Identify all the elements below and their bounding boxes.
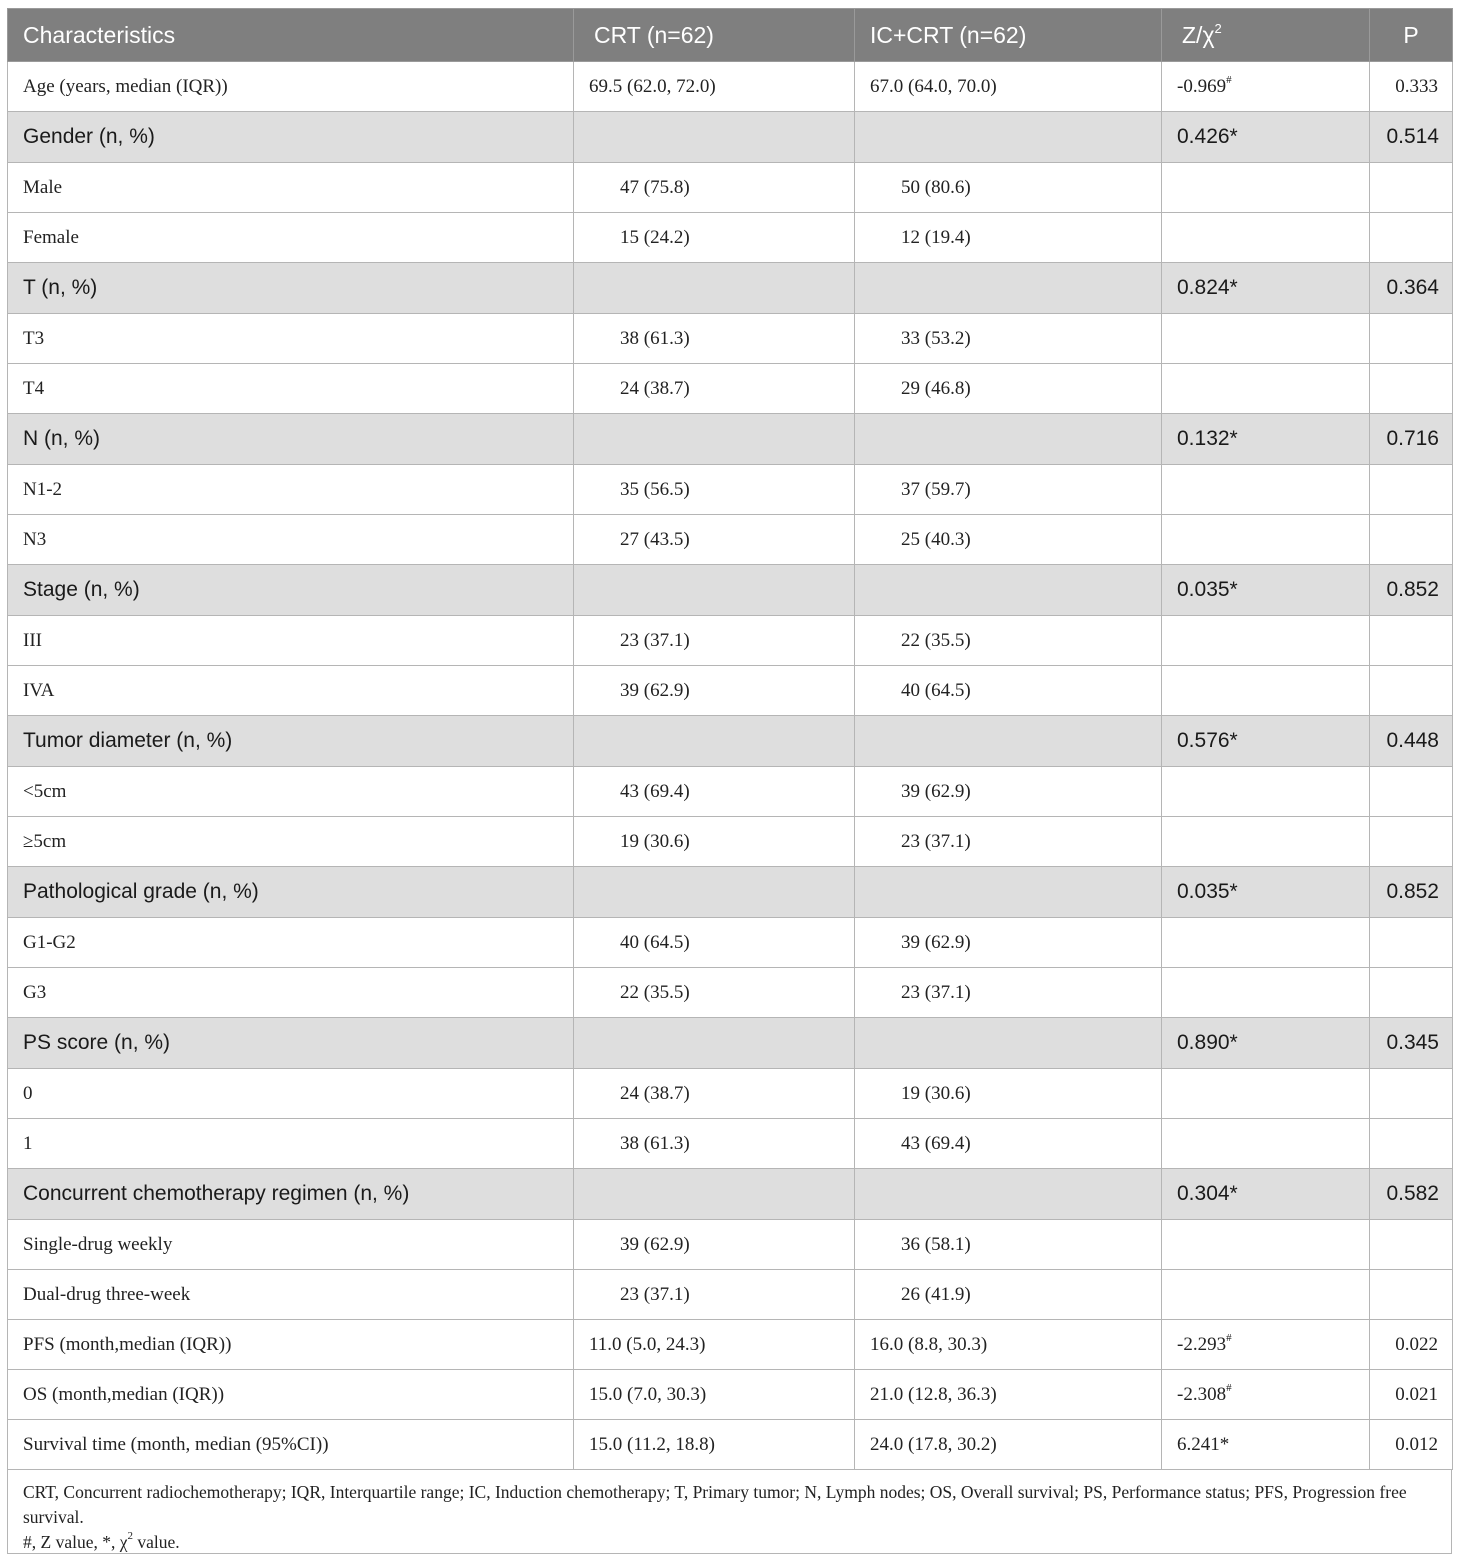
crt-value: 39 (62.9) xyxy=(574,666,855,716)
table-row xyxy=(8,465,1453,515)
group-row xyxy=(8,867,1453,918)
iccrt-value xyxy=(855,414,1162,465)
header-row xyxy=(8,9,1453,62)
table-row xyxy=(8,62,1453,112)
crt-value: 27 (43.5) xyxy=(574,515,855,565)
crt-value xyxy=(574,1018,855,1069)
table-row xyxy=(8,616,1453,666)
row-label: OS (month,median (IQR)) xyxy=(8,1370,574,1420)
table-row xyxy=(8,1069,1453,1119)
iccrt-value: 36 (58.1) xyxy=(855,1220,1162,1270)
crt-value: 11.0 (5.0, 24.3) xyxy=(574,1320,855,1370)
p-value: 0.448 xyxy=(1370,716,1453,767)
row-label: N1-2 xyxy=(8,465,574,515)
statistic-value xyxy=(1162,1119,1370,1169)
iccrt-value: 39 (62.9) xyxy=(855,918,1162,968)
row-label: Survival time (month, median (95%CI)) xyxy=(8,1420,574,1470)
group-row xyxy=(8,112,1453,163)
iccrt-value: 29 (46.8) xyxy=(855,364,1162,414)
iccrt-value xyxy=(855,867,1162,918)
row-label: 0 xyxy=(8,1069,574,1119)
table-row xyxy=(8,1370,1453,1420)
statistic-value xyxy=(1162,1018,1370,1069)
p-value xyxy=(1370,1270,1453,1320)
iccrt-value xyxy=(855,263,1162,314)
statistic-value xyxy=(1162,1270,1370,1320)
table-row xyxy=(8,213,1453,263)
row-label: Age (years, median (IQR)) xyxy=(8,62,574,112)
iccrt-value: 23 (37.1) xyxy=(855,968,1162,1018)
row-label: PS score (n, %) xyxy=(8,1018,574,1069)
p-value: 0.012 xyxy=(1370,1420,1453,1470)
statistic-text: 0.426* xyxy=(1177,125,1238,148)
statistic-sup: # xyxy=(1226,73,1232,86)
p-value xyxy=(1370,968,1453,1018)
statistic-value xyxy=(1162,465,1370,515)
header-statistic-sup: 2 xyxy=(1214,20,1222,36)
row-label: N3 xyxy=(8,515,574,565)
crt-value: 47 (75.8) xyxy=(574,163,855,213)
statistic-value xyxy=(1162,616,1370,666)
p-value xyxy=(1370,817,1453,867)
statistic-value xyxy=(1162,817,1370,867)
crt-value: 40 (64.5) xyxy=(574,918,855,968)
p-value xyxy=(1370,1220,1453,1270)
p-value: 0.582 xyxy=(1370,1169,1453,1220)
statistic-value xyxy=(1162,1370,1370,1420)
statistic-value xyxy=(1162,314,1370,364)
crt-value: 23 (37.1) xyxy=(574,1270,855,1320)
iccrt-value: 22 (35.5) xyxy=(855,616,1162,666)
iccrt-value: 43 (69.4) xyxy=(855,1119,1162,1169)
table-row xyxy=(8,364,1453,414)
statistic-text: 0.035* xyxy=(1177,578,1238,601)
crt-value: 19 (30.6) xyxy=(574,817,855,867)
statistic-text: -2.308 xyxy=(1177,1383,1227,1405)
crt-value: 38 (61.3) xyxy=(574,314,855,364)
row-label: G3 xyxy=(8,968,574,1018)
row-label: T3 xyxy=(8,314,574,364)
statistic-text: 0.824* xyxy=(1177,276,1238,299)
statistic-value xyxy=(1162,918,1370,968)
group-row xyxy=(8,565,1453,616)
statistic-text: -2.293 xyxy=(1177,1333,1227,1355)
crt-value xyxy=(574,414,855,465)
header-p: P xyxy=(1370,9,1453,62)
table-row xyxy=(8,1270,1453,1320)
crt-value: 15.0 (7.0, 30.3) xyxy=(574,1370,855,1420)
statistic-value xyxy=(1162,515,1370,565)
header-crt: CRT (n=62) xyxy=(574,9,855,62)
crt-value xyxy=(574,263,855,314)
statistic-value xyxy=(1162,414,1370,465)
table-row xyxy=(8,918,1453,968)
header-iccrt: IC+CRT (n=62) xyxy=(855,9,1162,62)
table-row xyxy=(8,767,1453,817)
statistic-sup: # xyxy=(1226,1331,1232,1344)
row-label: Concurrent chemotherapy regimen (n, %) xyxy=(8,1169,574,1220)
row-label: Female xyxy=(8,213,574,263)
crt-value xyxy=(574,565,855,616)
crt-value xyxy=(574,716,855,767)
p-value xyxy=(1370,213,1453,263)
table-body xyxy=(8,62,1453,1470)
statistic-value xyxy=(1162,716,1370,767)
statistic-text: 0.132* xyxy=(1177,427,1238,450)
group-row xyxy=(8,716,1453,767)
table-footnote xyxy=(7,1470,1452,1554)
row-label: Single-drug weekly xyxy=(8,1220,574,1270)
statistic-value xyxy=(1162,666,1370,716)
row-label: Tumor diameter (n, %) xyxy=(8,716,574,767)
header-statistic-text: Z/χ xyxy=(1182,21,1215,48)
statistic-value xyxy=(1162,968,1370,1018)
iccrt-value: 39 (62.9) xyxy=(855,767,1162,817)
crt-value xyxy=(574,112,855,163)
p-value: 0.514 xyxy=(1370,112,1453,163)
crt-value: 43 (69.4) xyxy=(574,767,855,817)
statistic-value xyxy=(1162,767,1370,817)
row-label: N (n, %) xyxy=(8,414,574,465)
iccrt-value: 25 (40.3) xyxy=(855,515,1162,565)
row-label: III xyxy=(8,616,574,666)
table-row xyxy=(8,515,1453,565)
statistic-value xyxy=(1162,112,1370,163)
statistic-value xyxy=(1162,263,1370,314)
statistic-value xyxy=(1162,364,1370,414)
crt-value: 69.5 (62.0, 72.0) xyxy=(574,62,855,112)
p-value xyxy=(1370,918,1453,968)
crt-value xyxy=(574,867,855,918)
crt-value: 38 (61.3) xyxy=(574,1119,855,1169)
header-characteristics: Characteristics xyxy=(8,9,574,62)
table-row xyxy=(8,1320,1453,1370)
characteristics-table xyxy=(7,8,1453,1470)
statistic-value xyxy=(1162,213,1370,263)
statistic-text: 0.576* xyxy=(1177,729,1238,752)
iccrt-value: 67.0 (64.0, 70.0) xyxy=(855,62,1162,112)
row-label: Stage (n, %) xyxy=(8,565,574,616)
statistic-text: 0.304* xyxy=(1177,1182,1238,1205)
footnote-symbols-prefix: #, Z value, *, χ xyxy=(23,1532,128,1552)
crt-value: 22 (35.5) xyxy=(574,968,855,1018)
statistic-text: 6.241* xyxy=(1177,1433,1230,1455)
p-value: 0.333 xyxy=(1370,62,1453,112)
row-label: Male xyxy=(8,163,574,213)
iccrt-value xyxy=(855,716,1162,767)
group-row xyxy=(8,263,1453,314)
row-label: ≥5cm xyxy=(8,817,574,867)
statistic-text: 0.035* xyxy=(1177,880,1238,903)
table-header xyxy=(8,9,1453,62)
p-value xyxy=(1370,1119,1453,1169)
statistic-value xyxy=(1162,1220,1370,1270)
table-row xyxy=(8,968,1453,1018)
row-label: <5cm xyxy=(8,767,574,817)
header-statistic xyxy=(1162,9,1370,62)
row-label: Dual-drug three-week xyxy=(8,1270,574,1320)
p-value xyxy=(1370,1069,1453,1119)
row-label: T (n, %) xyxy=(8,263,574,314)
iccrt-value: 40 (64.5) xyxy=(855,666,1162,716)
iccrt-value: 16.0 (8.8, 30.3) xyxy=(855,1320,1162,1370)
crt-value: 35 (56.5) xyxy=(574,465,855,515)
crt-value: 23 (37.1) xyxy=(574,616,855,666)
table-row xyxy=(8,1420,1453,1470)
crt-value: 39 (62.9) xyxy=(574,1220,855,1270)
crt-value: 15.0 (11.2, 18.8) xyxy=(574,1420,855,1470)
statistic-text: 0.890* xyxy=(1177,1031,1238,1054)
iccrt-value xyxy=(855,112,1162,163)
p-value xyxy=(1370,465,1453,515)
table-row xyxy=(8,314,1453,364)
table-container xyxy=(7,8,1452,1554)
iccrt-value: 33 (53.2) xyxy=(855,314,1162,364)
table-row xyxy=(8,1220,1453,1270)
footnote-symbols-sup: 2 xyxy=(127,1530,133,1542)
iccrt-value xyxy=(855,565,1162,616)
statistic-value xyxy=(1162,867,1370,918)
footnote-symbols xyxy=(23,1530,1436,1555)
statistic-value xyxy=(1162,1420,1370,1470)
row-label: T4 xyxy=(8,364,574,414)
statistic-sup: # xyxy=(1226,1381,1232,1394)
p-value: 0.345 xyxy=(1370,1018,1453,1069)
crt-value: 24 (38.7) xyxy=(574,1069,855,1119)
row-label: Gender (n, %) xyxy=(8,112,574,163)
statistic-value xyxy=(1162,565,1370,616)
row-label: PFS (month,median (IQR)) xyxy=(8,1320,574,1370)
p-value: 0.364 xyxy=(1370,263,1453,314)
iccrt-value: 50 (80.6) xyxy=(855,163,1162,213)
p-value xyxy=(1370,666,1453,716)
row-label: IVA xyxy=(8,666,574,716)
statistic-value xyxy=(1162,1069,1370,1119)
group-row xyxy=(8,1018,1453,1069)
crt-value: 24 (38.7) xyxy=(574,364,855,414)
p-value xyxy=(1370,767,1453,817)
iccrt-value: 23 (37.1) xyxy=(855,817,1162,867)
iccrt-value: 21.0 (12.8, 36.3) xyxy=(855,1370,1162,1420)
p-value xyxy=(1370,364,1453,414)
statistic-value xyxy=(1162,62,1370,112)
p-value xyxy=(1370,616,1453,666)
iccrt-value: 12 (19.4) xyxy=(855,213,1162,263)
group-row xyxy=(8,1169,1453,1220)
p-value: 0.021 xyxy=(1370,1370,1453,1420)
iccrt-value: 24.0 (17.8, 30.2) xyxy=(855,1420,1162,1470)
p-value: 0.022 xyxy=(1370,1320,1453,1370)
p-value: 0.852 xyxy=(1370,867,1453,918)
statistic-value xyxy=(1162,163,1370,213)
iccrt-value: 19 (30.6) xyxy=(855,1069,1162,1119)
p-value xyxy=(1370,314,1453,364)
table-row xyxy=(8,817,1453,867)
footnote-abbreviations: CRT, Concurrent radiochemotherapy; IQR, Interquartile range; IC, Induction chemotherapy; T, Primary tumor; N, Lymph nodes; OS, Overall survival; PS, Performance status; PFS, Progression free survival. xyxy=(23,1482,1407,1527)
iccrt-value xyxy=(855,1169,1162,1220)
table-row xyxy=(8,163,1453,213)
p-value: 0.852 xyxy=(1370,565,1453,616)
iccrt-value xyxy=(855,1018,1162,1069)
statistic-value xyxy=(1162,1169,1370,1220)
p-value xyxy=(1370,515,1453,565)
row-label: G1-G2 xyxy=(8,918,574,968)
crt-value xyxy=(574,1169,855,1220)
iccrt-value: 37 (59.7) xyxy=(855,465,1162,515)
crt-value: 15 (24.2) xyxy=(574,213,855,263)
row-label: Pathological grade (n, %) xyxy=(8,867,574,918)
table-row xyxy=(8,666,1453,716)
footnote-symbols-suffix: value. xyxy=(132,1532,180,1552)
table-row xyxy=(8,1119,1453,1169)
statistic-text: -0.969 xyxy=(1177,75,1227,97)
statistic-value xyxy=(1162,1320,1370,1370)
iccrt-value: 26 (41.9) xyxy=(855,1270,1162,1320)
p-value xyxy=(1370,163,1453,213)
p-value: 0.716 xyxy=(1370,414,1453,465)
group-row xyxy=(8,414,1453,465)
row-label: 1 xyxy=(8,1119,574,1169)
